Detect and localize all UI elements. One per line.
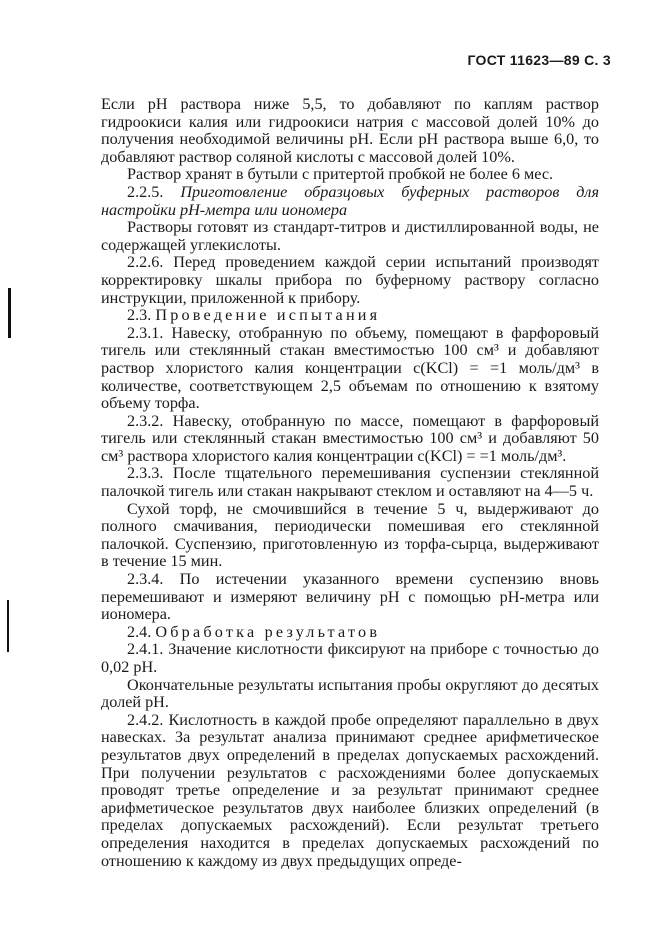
section-title: Проведение испытания bbox=[155, 306, 381, 325]
paragraph: 2.3.2. Навеску, отобранную по массе, помещают в фарфоровый тигель или стеклянный стакан вместимостью 100 см³ и добавляют 50 см³ раствора хлористого калия концентрации c(KCl) = =1 моль/дм³. bbox=[101, 411, 599, 465]
paragraph: 2.4.2. Кислотность в каждой пробе определяют параллельно в двух навесках. За результат анализа принимают среднее арифметическое результатов двух определений в пределах допускаемых расхождений. При получении результатов с расхождениями более допускаемых проводят третье определение и за результат принимают среднее арифметическое результатов двух наиболее близких определений (в пределах допускаемых расхождений). Если результат третьего определения находится в пределах допускаемых расхождений по отношению к каждому из двух предыдущих опреде- bbox=[101, 710, 599, 870]
paragraph: Окончательные результаты испытания пробы округляют до десятых долей рН. bbox=[101, 675, 599, 712]
section-number: 2.2.5. bbox=[127, 182, 181, 201]
paragraph: 2.3.1. Навеску, отобранную по объему, помещают в фарфоровый тигель или стеклянный стакан вместимостью 100 см³ и добавляют раствор хлористого калия концентрации c(KCl) = =1 моль/дм³ в количестве, соответствующем 2,5 объемам по отношению к взятому объему торфа. bbox=[101, 323, 599, 413]
paragraph: 2.3.4. По истечении указанного времени суспензию вновь перемешивают и измеряют величину рН с помощью рН-метра или иономера. bbox=[101, 570, 599, 624]
margin-bracket bbox=[7, 600, 9, 652]
paragraph: Если рН раствора ниже 5,5, то добавляют по каплям раствор гидроокиси калия или гидроокиси натрия с массовой долей 10% до получения необходимой величины рН. Если рН раствора выше 6,0, то добавляют раствор соляной кислоты с массовой долей 10%. bbox=[101, 95, 599, 166]
paragraph: Сухой торф, не смочившийся в течение 5 ч, выдерживают до полного смачивания, периодически помешивая его стеклянной палочкой. Суспензию, приготовленную из торфа-сырца, выдерживают в течение 15 мин. bbox=[101, 499, 599, 571]
section-heading bbox=[101, 624, 599, 642]
page-header: ГОСТ 11623—89 С. 3 bbox=[467, 52, 611, 68]
margin-bracket bbox=[8, 288, 11, 318]
paragraph: 2.3.3. После тщательного перемешивания суспензии стеклянной палочкой тигель или стакан накрывают стеклом и оставляют на 4—5 ч. bbox=[101, 464, 599, 501]
section-number: 2.4. bbox=[127, 622, 156, 641]
document-body bbox=[101, 96, 599, 870]
section-number: 2.3. bbox=[127, 306, 156, 325]
paragraph: Растворы готовят из стандарт-титров и дистиллированной воды, не содержащей углекислоты. bbox=[101, 218, 599, 254]
section-title: Приготовление образцовых буферных растворов для настройки рН-метра или иономера bbox=[101, 182, 600, 219]
paragraph: 2.2.6. Перед проведением каждой серии испытаний производят корректировку шкалы прибора по буферному раствору согласно инструкции, приложенной к прибору. bbox=[101, 253, 599, 307]
section-heading bbox=[101, 184, 599, 219]
paragraph: 2.4.1. Значение кислотности фиксируют на приборе с точностью до 0,02 рН. bbox=[101, 640, 599, 676]
section-heading bbox=[101, 307, 599, 325]
section-title: Обработка результатов bbox=[155, 622, 381, 641]
paragraph: Раствор хранят в бутыли с притертой пробкой не более 6 мес. bbox=[127, 165, 554, 184]
margin-bracket bbox=[8, 316, 11, 338]
